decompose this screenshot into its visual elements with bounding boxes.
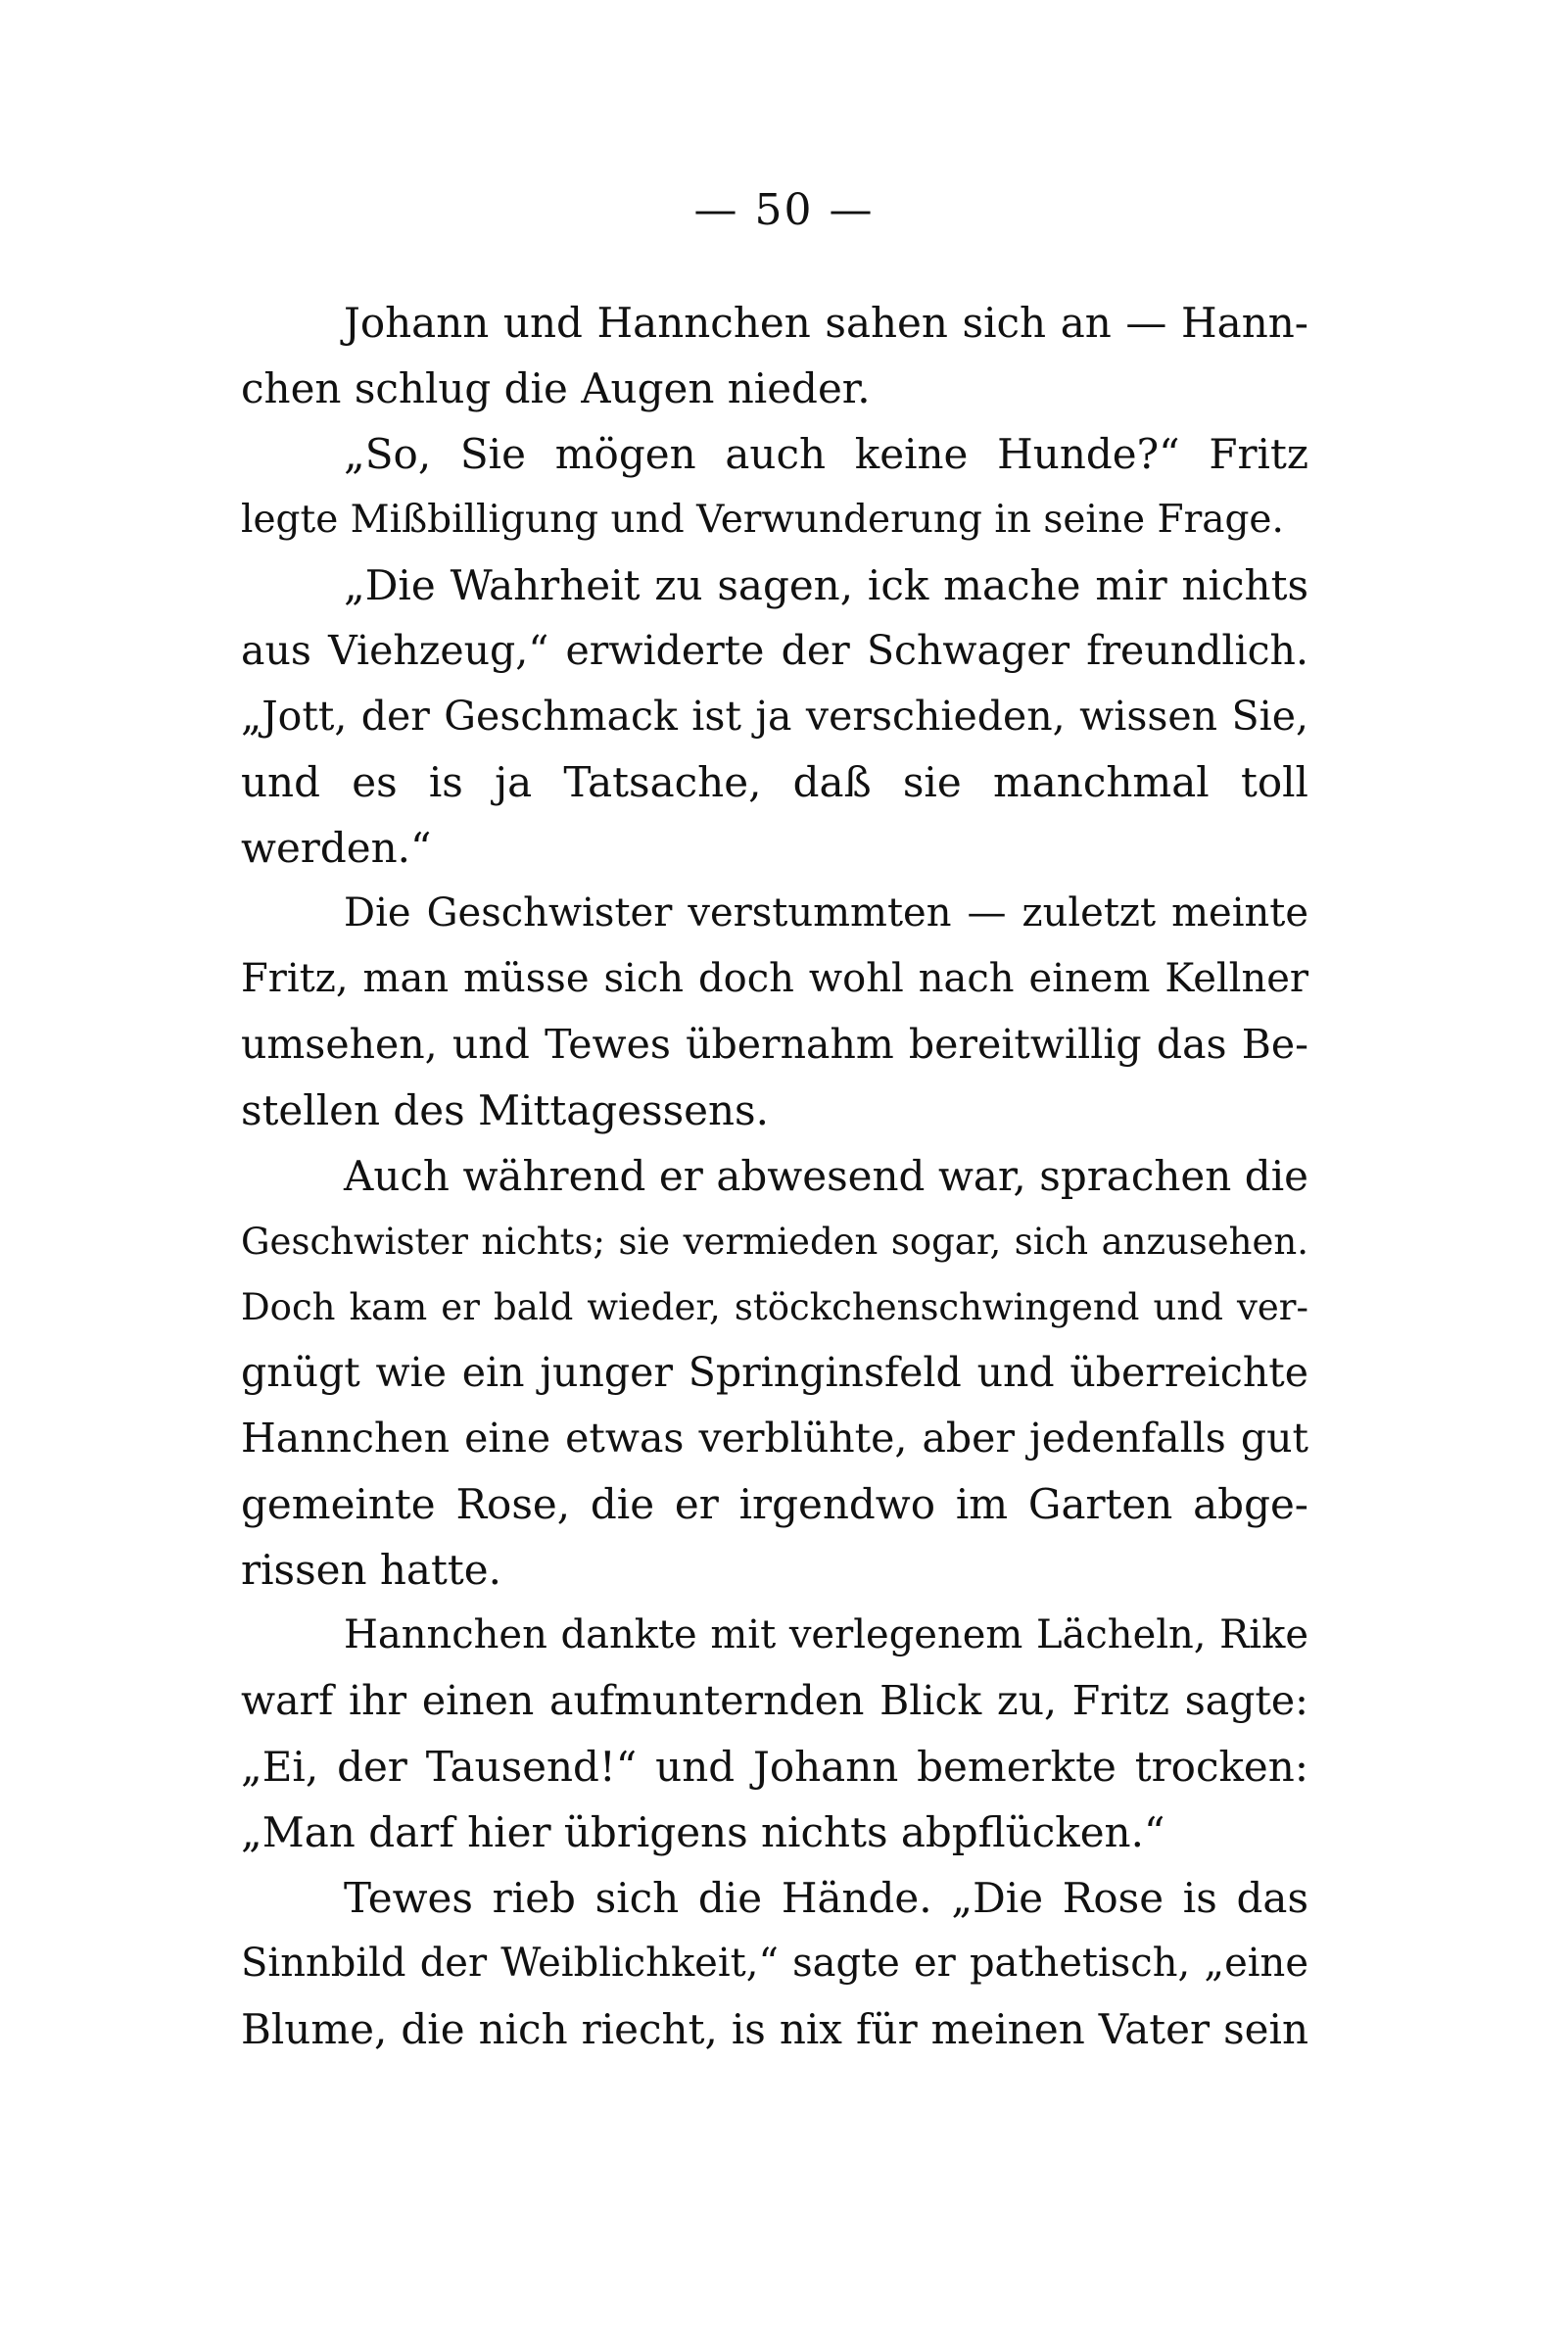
text-line: umsehen, und Tewes übernahm bereitwillig das Be- xyxy=(241,1021,1308,1068)
text-line: Hannchen dankte mit verlegenem Lächeln, Rike xyxy=(344,1612,1308,1657)
text-line: aus Viehzeug,“ erwiderte der Schwager freundlich. xyxy=(241,627,1308,674)
text-line: „Ei, der Tausend!“ und Johann bemerkte trocken: xyxy=(241,1743,1308,1791)
text-line: Hannchen eine etwas verblühte, aber jedenfalls gut xyxy=(241,1415,1308,1462)
text-line: und es is ja Tatsache, daß sie manchmal toll xyxy=(241,758,1308,806)
text-line: gnügt wie ein junger Springinsfeld und überreichte xyxy=(241,1349,1308,1396)
text-line: gemeinte Rose, die er irgendwo im Garten abge- xyxy=(241,1480,1308,1528)
page-number: — 50 — xyxy=(693,185,875,235)
text-line: legte Mißbilligung und Verwunderung in seine Frage. xyxy=(241,498,1284,542)
text-line: Fritz, man müsse sich doch wohl nach einem Kellner xyxy=(241,956,1308,1001)
text-line: „So, Sie mögen auch keine Hunde?“ Fritz xyxy=(344,430,1308,478)
text-line: Blume, die nich riecht, is nix für meinen Vater sein xyxy=(241,2005,1308,2053)
text-line: warf ihr einen aufmunternden Blick zu, Fritz sagte: xyxy=(241,1677,1308,1724)
body-text xyxy=(241,290,1308,2062)
text-line: chen schlug die Augen nieder. xyxy=(241,364,871,412)
text-line: stellen des Mittagessens. xyxy=(241,1086,769,1134)
text-line: Geschwister nichts; sie vermieden sogar, sich anzusehen. xyxy=(241,1221,1308,1263)
text-line: rissen hatte. xyxy=(241,1546,501,1594)
text-line: „Die Wahrheit zu sagen, ick mache mir nichts xyxy=(344,561,1308,609)
text-line: Tewes rieb sich die Hände. „Die Rose is das xyxy=(344,1874,1308,1922)
text-line: Sinnbild der Weiblichkeit,“ sagte er pathetisch, „eine xyxy=(241,1941,1308,1986)
text-line: Die Geschwister verstummten — zuletzt meinte xyxy=(344,890,1308,936)
text-line: werden.“ xyxy=(241,824,432,872)
text-line: „Man darf hier übrigens nichts abpflücken.“ xyxy=(241,1808,1165,1856)
text-line: Johann und Hannchen sahen sich an — Hann- xyxy=(344,299,1308,347)
text-line: Auch während er abwesend war, sprachen die xyxy=(344,1152,1308,1200)
text-line: Doch kam er bald wieder, stöckchenschwingend und ver- xyxy=(241,1286,1308,1328)
text-line: „Jott, der Geschmack ist ja verschieden, wissen Sie, xyxy=(241,693,1308,740)
